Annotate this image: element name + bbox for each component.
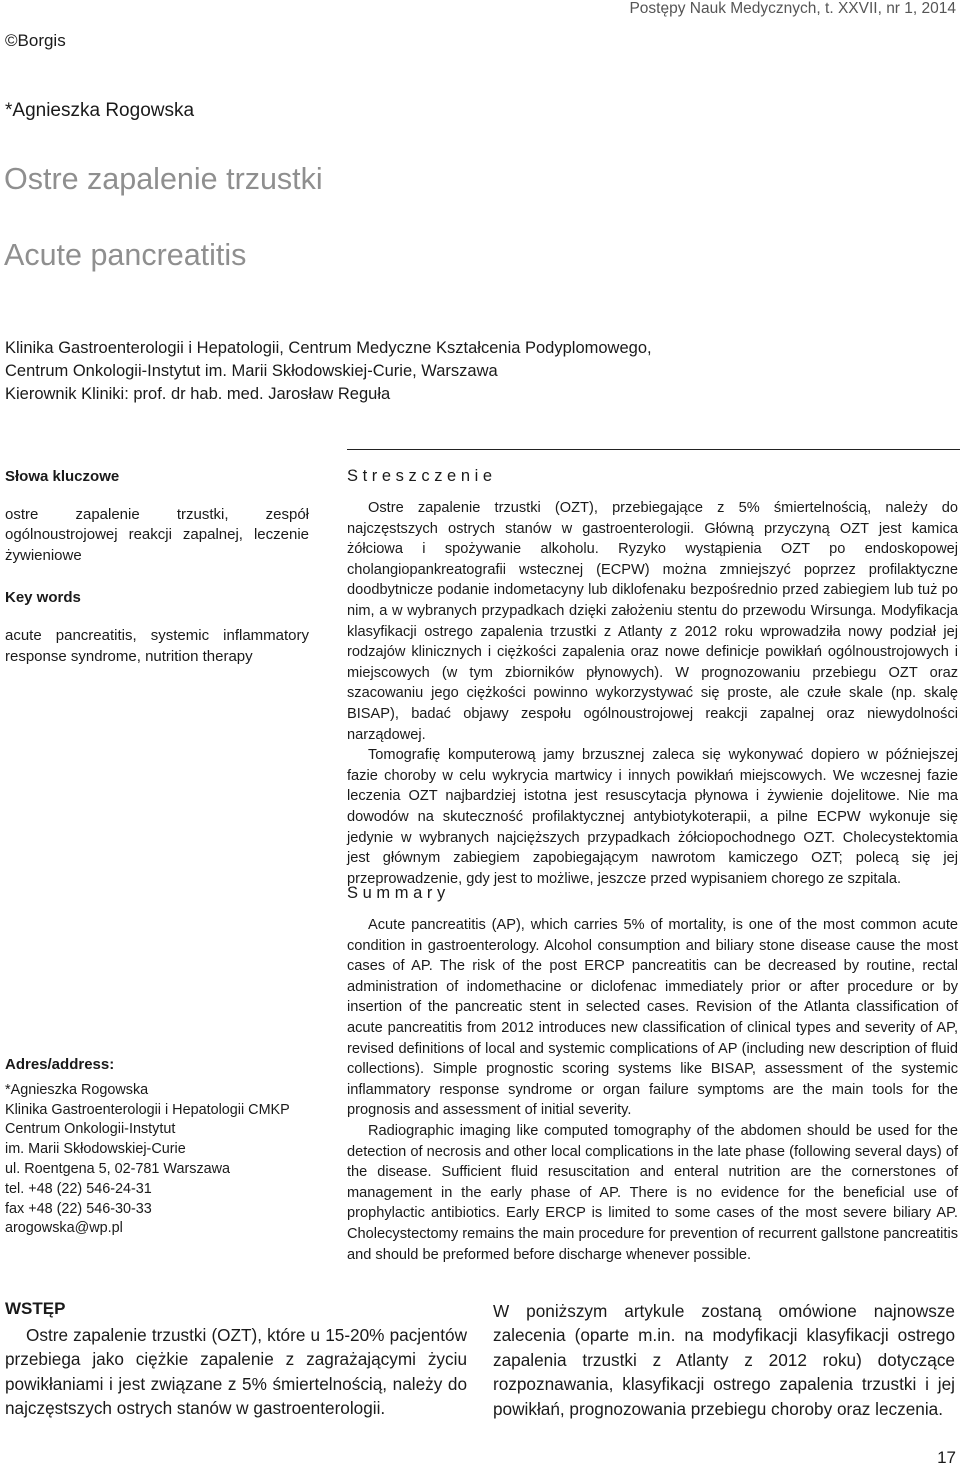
- summary-body: [347, 915, 958, 1265]
- streszczenie-heading: Streszczenie: [347, 467, 497, 485]
- address-line: *Agnieszka Rogowska: [5, 1081, 149, 1098]
- affiliation-line: Klinika Gastroenterologii i Hepatologii, Centrum Medyczne Kształcenia Podyplomowego,: [5, 339, 652, 357]
- author-name: *Agnieszka Rogowska: [5, 100, 195, 121]
- affiliation-line: Centrum Onkologii-Instytut im. Marii Skłodowskiej-Curie, Warszawa: [5, 361, 498, 380]
- intro-right-column: W poniższym artykule zostaną omówione najnowsze zalecenia (oparte m.in. na modyfikacji klasyfikacji ostrego zapalenia trzustki z Atlanty z 2012 roku) dotyczące rozpoznawania, klasyfikacji ostrego zapalenia trzustki i jej powikłań, prognozowania przebiegu choroby oraz leczenia.: [493, 1301, 955, 1419]
- keywords-en-heading: Key words: [5, 589, 81, 607]
- streszczenie-paragraph: Tomografię komputerową jamy brzusznej zaleca się wykonywać dopiero w późniejszej fazie choroby w celu wykrycia martwicy i innych powikłań miejscowych. We wczesnej fazie leczenia OZT najbardziej istotna jest resuscytacja płynowa i żywienie dojelitowe. Nie ma dowodów na skuteczność profilaktycznej antybiotykoterapii, a pilne ECPW wykonuje się jedynie w wybranych najcięższych przypadkach żółciopochodnego OZT. Cholecystektomia jest głównym zabiegiem zapobiegającym nawrotom kamiczego OZT; polecą się jej przeprowadzenie, gdy jest to możliwe, jeszcze przed wypisaniem chorego ze szpitala.: [347, 747, 958, 887]
- address-line: Klinika Gastroenterologii i Hepatologii CMKP: [5, 1101, 290, 1118]
- summary-heading: Summary: [347, 884, 450, 902]
- address-line: im. Marii Skłodowskiej-Curie: [5, 1141, 186, 1158]
- keywords-en-text: acute pancreatitis, systemic inflammatory response syndrome, nutrition therapy: [5, 626, 309, 665]
- keywords-pl-text: ostre zapalenie trzustki, zespół ogólnoustrojowej reakcji zapalnej, leczenie żywieniowe: [5, 505, 309, 564]
- keywords-pl-heading: Słowa kluczowe: [5, 468, 120, 485]
- title-polish: Ostre zapalenie trzustki: [4, 162, 323, 196]
- keywords-block: [5, 467, 309, 667]
- journal-citation: Postępy Nauk Medycznych, t. XXVII, nr 1, 2014: [629, 0, 956, 17]
- address-heading: Adres/address:: [5, 1056, 115, 1073]
- address-email: arogowska@wp.pl: [5, 1220, 123, 1237]
- affiliation: [5, 337, 735, 405]
- publisher-mark: ©Borgis: [5, 31, 66, 50]
- summary-paragraph: Acute pancreatitis (AP), which carries 5% of mortality, is one of the most common acute condition in gastroenterology. Alcohol consumption and biliary stone disease cause the most cases of AP. The risk of the post ERCP pancreatitis can be decreased by routine, rectal administration of indomethacine or diclofenac immediately prior or after procedure or by insertion of the pancreatic stent in selected cases. Revision of the Atlanta classification of acute pancreatitis from 2012 introduces new classification of clinical types and severity of AP, revised definitions of local and systemic complications of AP (including new description of fluid collections). Simple prognostic scoring systems like BISAP, assessment of the systemic inflammatory response syndrome or organ failure symptoms are the main tools for the prognosis and assessment of initial severity.: [347, 917, 958, 1119]
- affiliation-line: Kierownik Kliniki: prof. dr hab. med. Jarosław Reguła: [5, 384, 391, 403]
- summary-paragraph: Radiographic imaging like computed tomography of the abdomen should be used for the detection of necrosis and other local complications in the late phase (following several days) of the disease. Sufficient fluid resuscitation and enteral nutrition are the cornerstones of management in the early phase of AP. There is no evidence for the beneficial use of prophylactic antibiotics. Early ERCP is limited to some cases of the most severe biliary AP. Cholecystectomy remains the main procedure for prevention of recurrent gallstone pancreatitis and should be preformed before discharge whenever possible.: [347, 1122, 958, 1263]
- streszczenie-paragraph: Ostre zapalenie trzustki (OZT), przebiegające z 5% śmiertelnością, należy do najczęstszych ostrych stanów w gastroenterologii. Główną przyczyną OZT jest kamica żółciowa i spożywanie alkoholu. Ryzyko wystąpienia OZT po endoskopowej cholangiopankreatografii wstecznej (ECPW) można zmniejszyć poprzez profilaktyczne doodbytnicze podanie indometacyny lub diklofenaku bezpośrednio przed zabiegiem lub tuż po nim, a w wybranych przypadkach dzięki założeniu stentu do przewodu Wirsunga. Modyfikacja klasyfikacji ostrego zapalenia trzustki z Atlanty z 2012 roku wprowadziła nowy podział jej rodzajów klinicznych i ciężkości zapalenia oraz nowe definicje powikłań ogólnoustrojowych i miejscowych (w tym zbiorników płynowych). W prognozowaniu przebiegu OZT oraz szacowaniu jego ciężkości powinno wykorzystywać się proste, ale czułe skale (np. skalę BISAP), badać objawy zespołu ogólnoustrojowej reakcji zapalnej oraz niewydolności narządowej.: [347, 500, 958, 743]
- address-line: ul. Roentgena 5, 02-781 Warszawa: [5, 1160, 231, 1177]
- address-block: [5, 1055, 325, 1239]
- address-line: fax +48 (22) 546-30-33: [5, 1200, 152, 1217]
- title-english: Acute pancreatitis: [4, 238, 247, 272]
- address-line: Centrum Onkologii-Instytut: [5, 1121, 176, 1138]
- page-number: 17: [937, 1448, 956, 1467]
- intro-left-column: Ostre zapalenie trzustki (OZT), które u 15-20% pacjentów przebiega jako ciężkie zapalenie z zagrażającymi życiu powikłaniami i jest związane z 5% śmiertelnością, należy do najczęstszych ostrych stanów w gastroenterologii.: [5, 1325, 467, 1419]
- address-line: tel. +48 (22) 546-24-31: [5, 1180, 152, 1197]
- section-divider: [347, 449, 960, 450]
- streszczenie-body: [347, 498, 958, 889]
- intro-heading: WSTĘP: [5, 1299, 66, 1318]
